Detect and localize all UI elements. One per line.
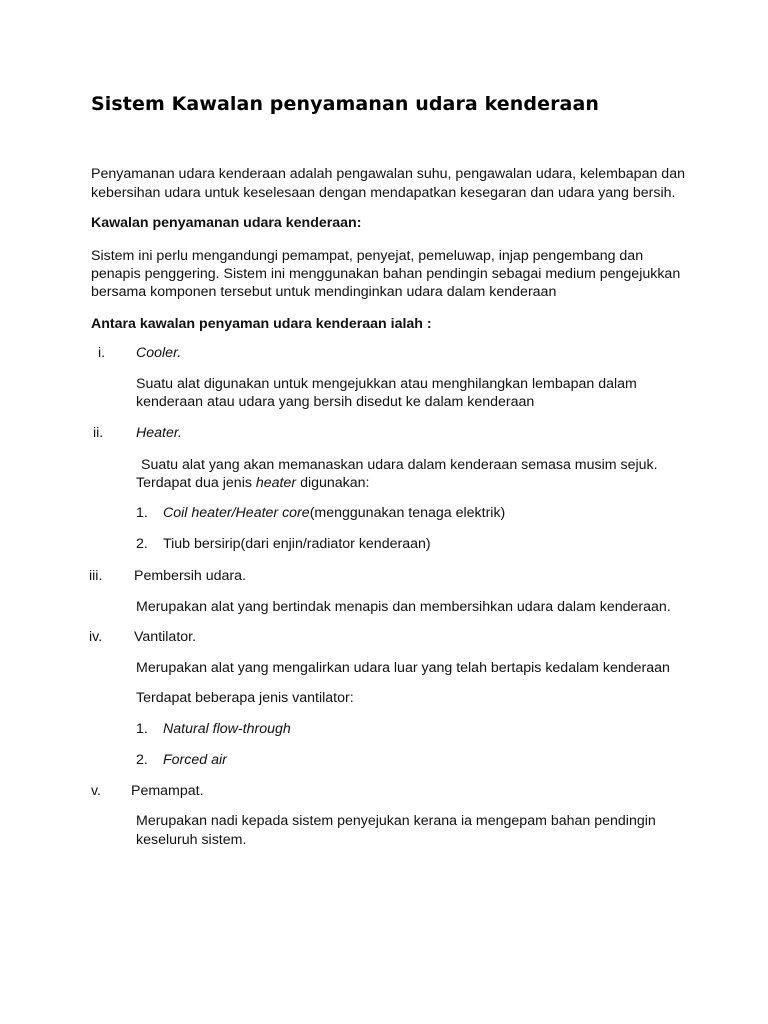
- section1-line-2: penapis penggering. Sistem ini menggunakan bahan pendingin sebagai medium pengejukkan: [91, 266, 681, 282]
- item-pembersih-name: Pembersih udara.: [134, 568, 246, 584]
- heater-sub-number-2: 2.: [136, 536, 148, 552]
- heater-sub-item-2: Tiub bersirip(dari enjin/radiator kenderaan): [163, 536, 431, 552]
- item-heater-name: Heater.: [136, 425, 182, 441]
- list-marker-ii: ii.: [93, 425, 104, 441]
- item-vantilator-name: Vantilator.: [134, 629, 197, 645]
- item-vantilator-desc-1: Merupakan alat yang mengalirkan udara luar yang telah bertapis kedalam kenderaan: [136, 660, 670, 676]
- item-cooler-name: Cooler.: [136, 345, 182, 361]
- list-marker-iv: iv.: [89, 629, 103, 645]
- heater-sub-item-1: Coil heater/Heater core(menggunakan tenaga elektrik): [163, 505, 506, 521]
- vantilator-sub-item-2: Forced air: [163, 752, 227, 768]
- document-title: Sistem Kawalan penyamanan udara kenderaan: [91, 93, 600, 115]
- section-heading-antara: Antara kawalan penyaman udara kenderaan ialah :: [91, 316, 432, 332]
- item-pemampat-desc-2: keseluruh sistem.: [136, 832, 247, 848]
- item-heater-desc-1: Suatu alat yang akan memanaskan udara dalam kenderaan semasa musim sejuk.: [141, 457, 658, 473]
- item-heater-desc-2: Terdapat dua jenis heater digunakan:: [136, 475, 370, 491]
- heater-sub-number-1: 1.: [136, 505, 148, 521]
- item-cooler-desc-2: kenderaan atau udara yang bersih disedut ke dalam kenderaan: [136, 394, 535, 410]
- intro-line-2: kebersihan udara untuk keselesaan dengan mendapatkan kesegaran dan udara yang bersih.: [91, 185, 676, 201]
- section1-line-1: Sistem ini perlu mengandungi pemampat, penyejat, pemeluwap, injap pengembang dan: [91, 248, 644, 264]
- vantilator-sub-number-2: 2.: [136, 752, 148, 768]
- vantilator-sub-item-1: Natural flow-through: [163, 721, 291, 737]
- section-heading-kawalan: Kawalan penyamanan udara kenderaan:: [91, 215, 362, 231]
- list-marker-i: i.: [98, 345, 106, 361]
- section1-line-3: bersama komponen tersebut untuk mendinginkan udara dalam kenderaan: [91, 284, 557, 300]
- item-vantilator-desc-2: Terdapat beberapa jenis vantilator:: [136, 690, 354, 706]
- item-cooler-desc-1: Suatu alat digunakan untuk mengejukkan atau menghilangkan lembapan dalam: [136, 376, 637, 392]
- list-marker-v: v.: [91, 783, 101, 799]
- item-pembersih-desc: Merupakan alat yang bertindak menapis dan membersihkan udara dalam kenderaan.: [136, 599, 671, 615]
- item-pemampat-name: Pemampat.: [131, 783, 204, 799]
- list-marker-iii: iii.: [89, 568, 103, 584]
- item-pemampat-desc-1: Merupakan nadi kepada sistem penyejukan kerana ia mengepam bahan pendingin: [136, 813, 656, 829]
- vantilator-sub-number-1: 1.: [136, 721, 148, 737]
- intro-line-1: Penyamanan udara kenderaan adalah pengawalan suhu, pengawalan udara, kelembapan dan: [91, 166, 685, 182]
